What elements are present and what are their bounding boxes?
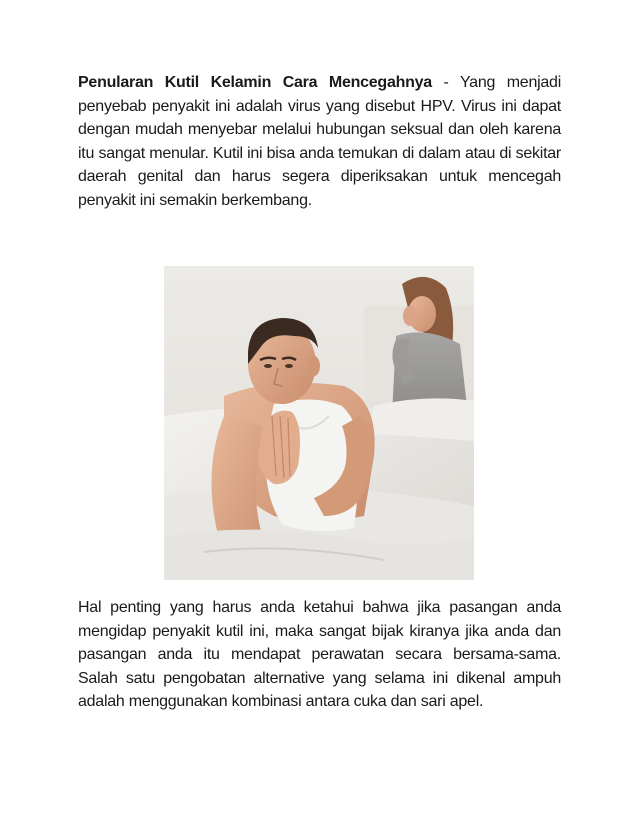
couple-photo bbox=[164, 266, 474, 580]
intro-body: Yang menjadi penyebab penyakit ini adalah virus yang disebut HPV. Virus ini dapat dengan mudah menyebar melalui hubungan seksual dan oleh karena itu sangat menular. Kutil ini bisa anda temukan di dalam atau di sekitar daerah genital dan harus segera diperiksakan untuk mencegah penyakit ini semakin berkembang. bbox=[78, 74, 561, 209]
article-title: Penularan Kutil Kelamin Cara Mencegahnya bbox=[78, 74, 432, 91]
second-body: Hal penting yang harus anda ketahui bahwa jika pasangan anda mengidap penyakit kutil ini, maka sangat bijak kiranya jika anda dan pasangan anda itu mendapat perawatan secara bersama-sama. Salah satu pengobatan alternative yang selama ini dikenal ampuh adalah menggunakan kombinasi antara cuka dan sari apel. bbox=[78, 599, 561, 711]
second-paragraph bbox=[78, 596, 561, 714]
title-separator: - bbox=[431, 74, 460, 91]
intro-paragraph bbox=[78, 71, 561, 213]
